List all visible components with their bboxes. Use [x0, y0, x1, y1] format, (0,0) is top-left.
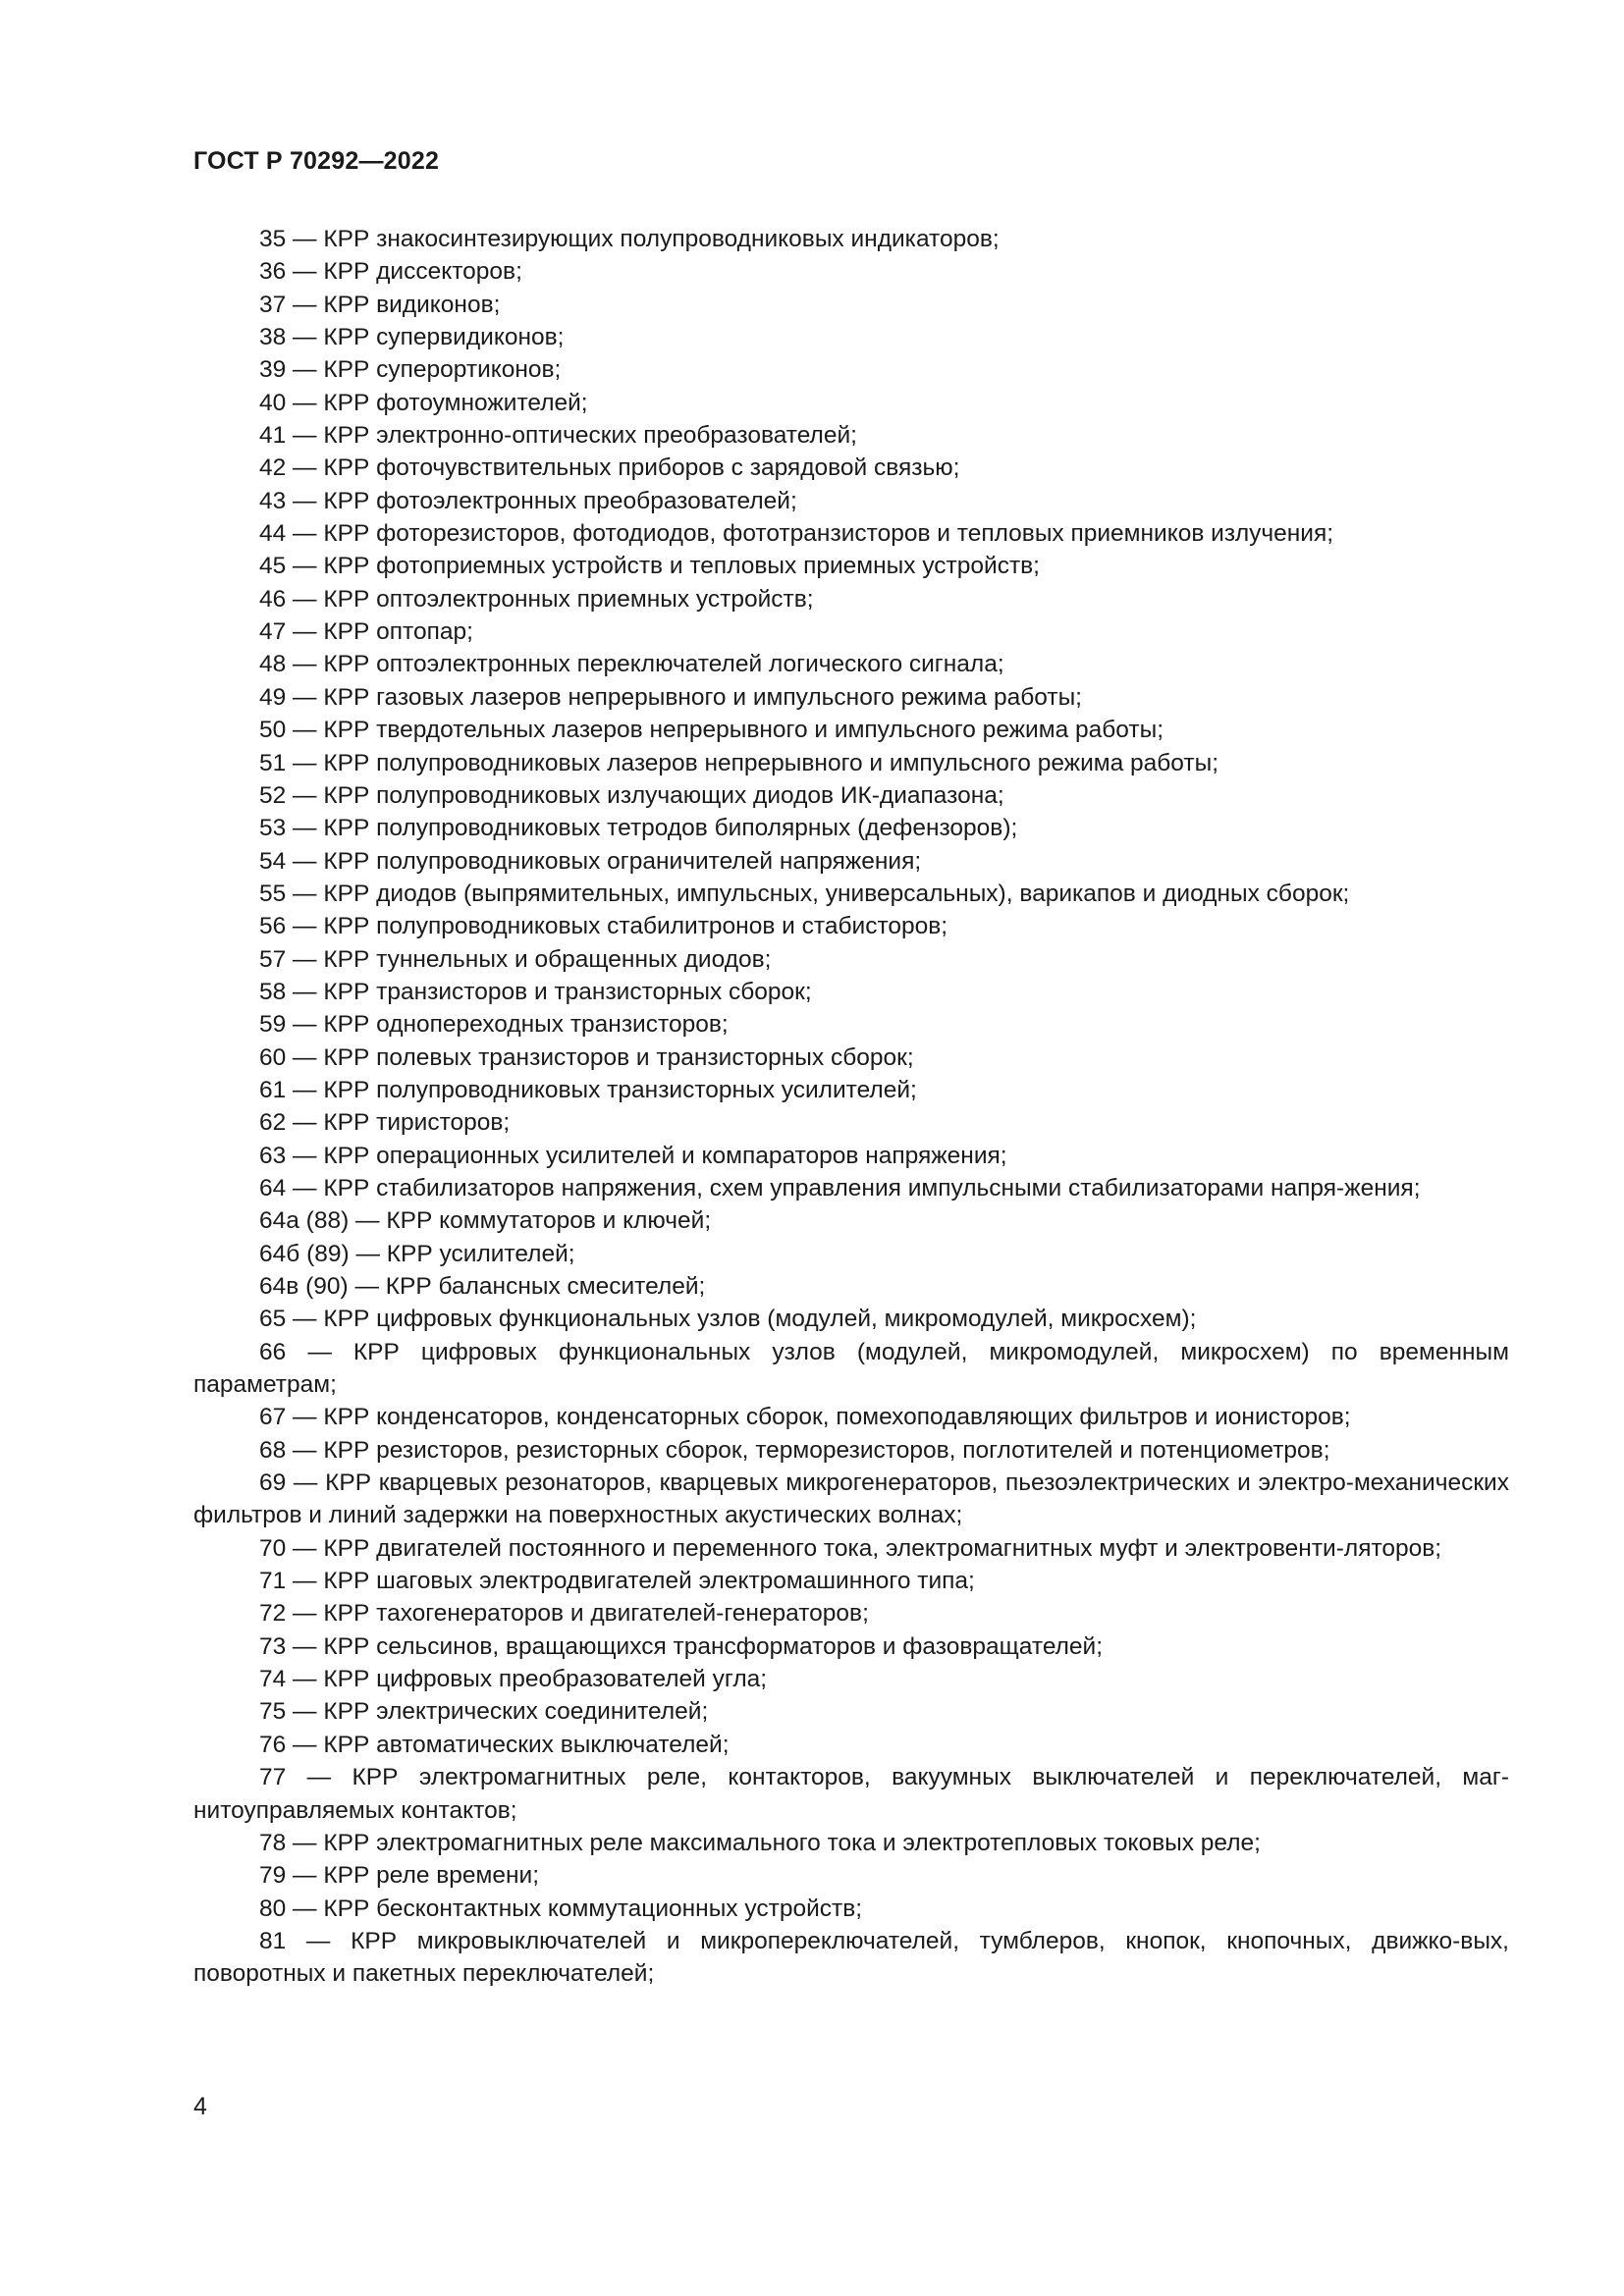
list-item: 59 — КРР однопереходных транзисторов;	[259, 1011, 729, 1039]
document-header: ГОСТ Р 70292—2022	[193, 147, 440, 175]
list-item: 44 — КРР фоторезисторов, фотодиодов, фототранзисторов и тепловых приемников излучения;	[259, 520, 1334, 548]
list-item: 69 — КРР кварцевых резонаторов, кварцевых микрогенераторов, пьезоэлектрических и электро-механических фильтров и линий задержки на поверхностных акустических волнах;	[193, 1469, 1509, 1529]
list-item: 71 — КРР шаговых электродвигателей электромашинного типа;	[259, 1568, 975, 1595]
page-number: 4	[193, 2093, 207, 2120]
enumerated-list	[193, 223, 1509, 1991]
list-item: 76 — КРР автоматических выключателей;	[259, 1731, 730, 1758]
list-item: 38 — КРР супервидиконов;	[259, 324, 565, 351]
list-item: 64в (90) — КРР балансных смесителей;	[259, 1273, 706, 1300]
list-item: 56 — КРР полупроводниковых стабилитронов и стабисторов;	[259, 913, 948, 940]
list-item: 52 — КРР полупроводниковых излучающих диодов ИК-диапазона;	[259, 781, 1004, 809]
list-item: 81 — КРР микровыключателей и микропереключателей, тумблеров, кнопок, кнопочных, движко-вых, поворотных и пакетных переключателей;	[193, 1927, 1509, 1988]
list-item: 51 — КРР полупроводниковых лазеров непрерывного и импульсного режима работы;	[259, 749, 1219, 776]
list-item: 61 — КРР полупроводниковых транзисторных усилителей;	[259, 1076, 917, 1103]
list-item: 80 — КРР бесконтактных коммутационных устройств;	[259, 1895, 863, 1922]
list-item: 35 — КРР знакосинтезирующих полупроводниковых индикаторов;	[259, 226, 1000, 252]
list-item: 47 — КРР оптопар;	[259, 618, 473, 646]
list-item: 45 — КРР фотоприемных устройств и тепловых приемных устройств;	[259, 553, 1040, 580]
list-item: 64 — КРР стабилизаторов напряжения, схем управления импульсными стабилизаторами напря-жения;	[259, 1174, 1421, 1201]
list-item: 58 — КРР транзисторов и транзисторных сборок;	[259, 978, 812, 1005]
list-item: 50 — КРР твердотельных лазеров непрерывного и импульсного режима работы;	[259, 717, 1164, 744]
list-item: 64б (89) — КРР усилителей;	[259, 1240, 575, 1267]
list-item: 72 — КРР тахогенераторов и двигателей-генераторов;	[259, 1600, 869, 1628]
list-item: 39 — КРР суперортиконов;	[259, 356, 562, 384]
list-item: 67 — КРР конденсаторов, конденсаторных сборок, помехоподавляющих фильтров и ионисторов;	[259, 1404, 1351, 1431]
list-item: 73 — КРР сельсинов, вращающихся трансформаторов и фазовращателей;	[259, 1632, 1104, 1660]
list-item: 54 — КРР полупроводниковых ограничителей напряжения;	[259, 847, 922, 875]
list-item: 79 — КРР реле времени;	[259, 1862, 540, 1890]
list-item: 60 — КРР полевых транзисторов и транзисторных сборок;	[259, 1043, 914, 1071]
list-item: 41 — КРР электронно-оптических преобразователей;	[259, 422, 857, 450]
list-item: 53 — КРР полупроводниковых тетродов биполярных (дефензоров);	[259, 815, 1018, 842]
list-item: 63 — КРР операционных усилителей и компараторов напряжения;	[259, 1142, 1007, 1169]
list-item: 42 — КРР фоточувствительных приборов с зарядовой связью;	[259, 454, 960, 482]
list-item: 62 — КРР тиристоров;	[259, 1109, 511, 1137]
list-item: 64а (88) — КРР коммутаторов и ключей;	[259, 1207, 712, 1235]
list-item: 66 — КРР цифровых функциональных узлов (модулей, микромодулей, микросхем) по временным параметрам;	[193, 1338, 1509, 1399]
list-item: 75 — КРР электрических соединителей;	[259, 1698, 709, 1726]
list-item: 55 — КРР диодов (выпрямительных, импульсных, универсальных), варикапов и диодных сборок;	[259, 880, 1350, 907]
list-item: 36 — КРР диссекторов;	[259, 258, 522, 286]
list-item: 49 — КРР газовых лазеров непрерывного и импульсного режима работы;	[259, 683, 1082, 711]
list-item: 68 — КРР резисторов, резисторных сборок, терморезисторов, поглотителей и потенциометров;	[259, 1436, 1330, 1464]
list-item: 40 — КРР фотоумножителей;	[259, 389, 588, 416]
list-item: 37 — КРР видиконов;	[259, 291, 501, 318]
list-item: 46 — КРР оптоэлектронных приемных устройств;	[259, 585, 814, 613]
list-item: 77 — КРР электромагнитных реле, контакторов, вакуумных выключателей и переключателей, маг-нитоуправляемых контактов;	[193, 1764, 1509, 1824]
list-item: 70 — КРР двигателей постоянного и переменного тока, электромагнитных муфт и электровенти-ляторов;	[259, 1534, 1442, 1562]
list-item: 74 — КРР цифровых преобразователей угла;	[259, 1666, 768, 1693]
list-item: 65 — КРР цифровых функциональных узлов (модулей, микромодулей, микросхем);	[259, 1306, 1197, 1333]
list-item: 43 — КРР фотоэлектронных преобразователей;	[259, 487, 797, 514]
list-item: 48 — КРР оптоэлектронных переключателей логического сигнала;	[259, 651, 1004, 678]
list-item: 78 — КРР электромагнитных реле максимального тока и электротепловых токовых реле;	[259, 1829, 1261, 1856]
list-item: 57 — КРР туннельных и обращенных диодов;	[259, 945, 772, 973]
